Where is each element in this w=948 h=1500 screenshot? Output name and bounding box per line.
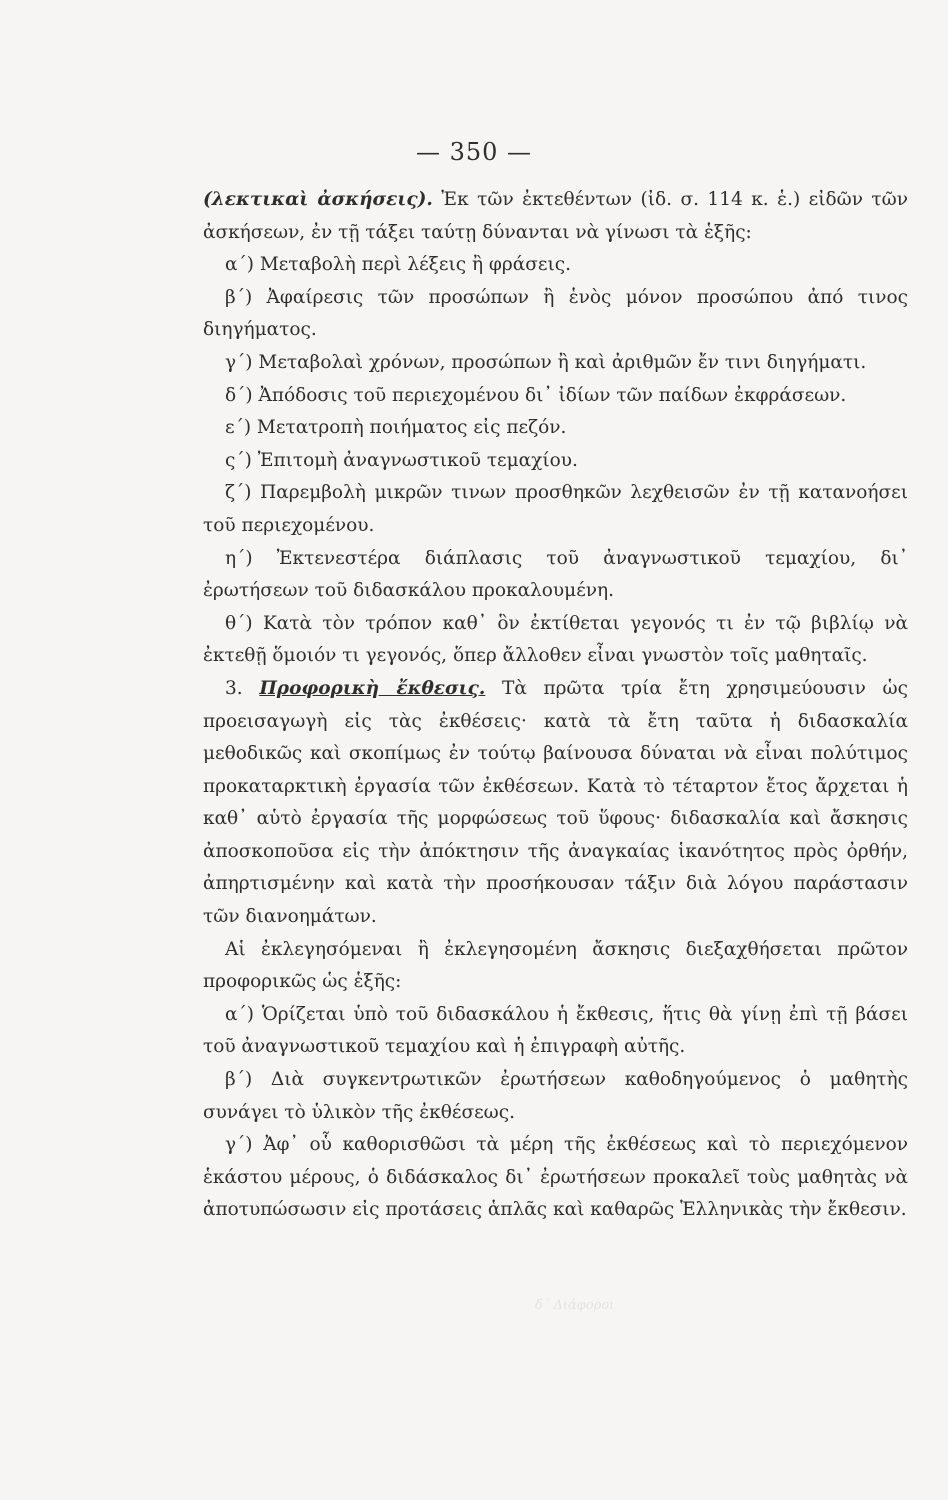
paragraph-text: Ἐκ τῶν ἐκτεθέντων (ἰδ. σ. 114 κ. ἑ.) εἰδῶν τῶν ἀσκήσεων, ἐν τῇ τάξει ταύτῃ δύνανται νὰ γίνωσι τὰ ἑξῆς: <box>203 189 908 243</box>
list-item-beta: β΄) Ἀφαίρεσις τῶν προσώπων ἢ ἑνὸς μόνον προσώπου ἀπό τινος διηγήματος. <box>203 286 908 341</box>
page-number: — 350 — <box>415 138 533 166</box>
body-text <box>203 184 908 1227</box>
step-gamma: γ΄) Ἀφ᾽ οὗ καθορισθῶσι τὰ μέρη τῆς ἐκθέσεως καὶ τὸ περιεχόμενον ἑκάστου μέρους, ὁ διδάσκαλος δι᾽ ἐρωτήσεων προκαλεῖ τοὺς μαθητὰς νὰ ἀποτυπώσωσιν εἰς προτάσεις ἁπλᾶς καὶ καθαρῶς Ἑλληνικὰς τὴν ἔκθεσιν. <box>203 1134 908 1221</box>
list-item-alpha: α΄) Μεταβολὴ περὶ λέξεις ἢ φράσεις. <box>225 254 571 276</box>
paragraph-lexical-exercises <box>203 184 908 249</box>
step-alpha: α΄) Ὁρίζεται ὑπὸ τοῦ διδασκάλου ἡ ἔκθεσις, ἥτις θὰ γίνῃ ἐπὶ τῇ βάσει τοῦ ἀναγνωστικοῦ τεμαχίου καὶ ἡ ἐπιγραφὴ αὐτῆς. <box>203 1003 908 1058</box>
section-oral-composition <box>203 673 908 934</box>
section-number: 3. <box>225 677 260 699</box>
list-item-theta: θ΄) Κατὰ τὸν τρόπον καθ᾽ ὃν ἐκτίθεται γεγονός τι ἐν τῷ βιβλίῳ νὰ ἐκτεθῇ ὅμοιόν τι γεγονός, ὅπερ ἄλλοθεν εἶναι γνωστὸν τοῖς μαθηταῖς. <box>203 612 908 667</box>
list-item-stigma: ς΄) Ἐπιτομὴ ἀναγνωστικοῦ τεμαχίου. <box>225 449 578 471</box>
list-item-eta: η΄) Ἐκτενεστέρα διάπλασις τοῦ ἀναγνωστικοῦ τεμαχίου, δι᾽ ἐρωτήσεων τοῦ διδασκάλου προκαλουμένη. <box>203 547 908 602</box>
step-beta: β΄) Διὰ συγκεντρωτικῶν ἐρωτήσεων καθοδηγούμενος ὁ μαθητὴς συνάγει τὸ ὑλικὸν τῆς ἐκθέσεως. <box>203 1069 908 1123</box>
section-heading: Προφορικὴ ἔκθεσις. <box>259 677 486 699</box>
list-item-gamma: γ΄) Μεταβολαὶ χρόνων, προσώπων ἢ καὶ ἀριθμῶν ἔν τινι διηγήματι. <box>225 351 867 373</box>
list-item-delta: δ΄) Ἀπόδοσις τοῦ περιεχομένου δι᾽ ἰδίων τῶν παίδων ἐκφράσεων. <box>225 384 847 406</box>
section-lead-label: (λεκτικαὶ ἀσκήσεις). <box>203 189 433 210</box>
paragraph-procedure-intro: Αἱ ἐκλεγησόμεναι ἢ ἐκλεγησομένη ἄσκησις διεξαχθήσεται πρῶτον προφορικῶς ὡς ἑξῆς: <box>203 938 908 993</box>
list-item-epsilon: ε΄) Μετατροπὴ ποιήματος εἰς πεζόν. <box>225 417 567 439</box>
paragraph-text: Τὰ πρῶτα τρία ἔτη χρησιμεύουσιν ὡς προεισαγωγὴ εἰς τὰς ἐκθέσεις· κατὰ τὰ ἔτη ταῦτα ἡ διδασκαλία μεθοδικῶς καὶ σκοπίμως ἐν τούτῳ βαίνουσα δύναται νὰ εἶναι πολύτιμος προκαταρκτικὴ ἐργασία τῶν ἐκθέσεων. Κατὰ τὸ τέταρτον ἔτος ἄρχεται ἡ καθ᾽ αὑτὸ ἐργασία τῆς μορφώσεως τοῦ ὕφους· διδασκαλία καὶ ἄσκησις ἀποσκοποῦσα εἰς τὴν ἀπόκτησιν τῆς ἀναγκαίας ἱκανότητος πρὸς ὀρθήν, ἀπηρτισμένην καὶ κατὰ τὴν προσήκουσαν τάξιν διὰ λόγου παράστασιν τῶν διανοημάτων. <box>203 677 908 928</box>
list-item-zeta: ζ΄) Παρεμβολὴ μικρῶν τινων προσθηκῶν λεχθεισῶν ἐν τῇ κατανοήσει τοῦ περιεχομένου. <box>203 482 908 536</box>
bleed-through-text: δ΄ Διάφοροι <box>535 1298 615 1313</box>
